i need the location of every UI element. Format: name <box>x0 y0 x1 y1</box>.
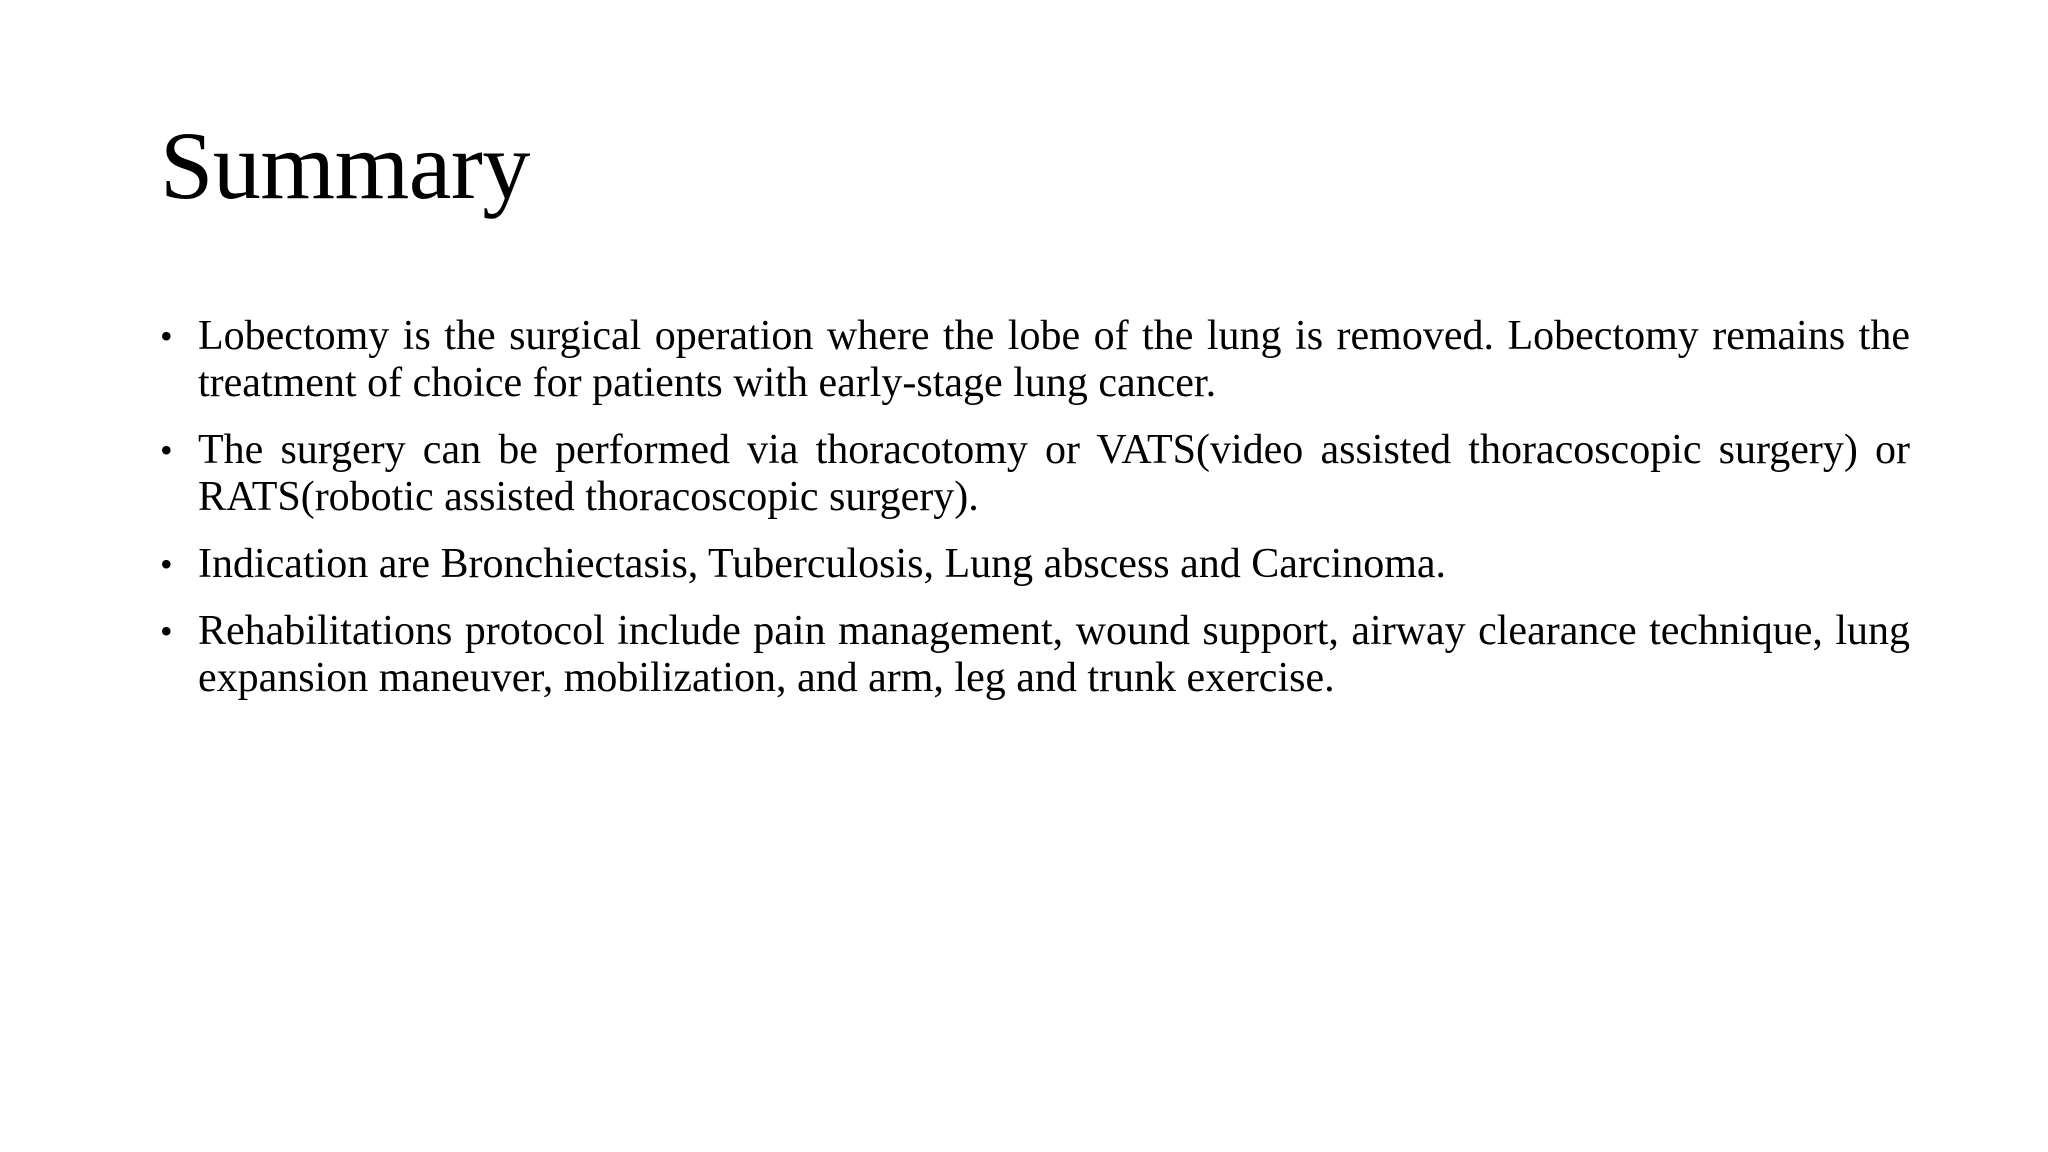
bullet-item-rehabilitation <box>160 608 1910 702</box>
bullet-item-surgery-approach <box>160 427 1910 521</box>
bullet-item-indications <box>160 541 1910 588</box>
bullet-text: Rehabilitations protocol include pain management, wound support, airway clearance technique, lung expansion maneuver, mobilization, and arm, leg and trunk exercise. <box>198 608 1910 701</box>
bullet-text: The surgery can be performed via thoracotomy or VATS(video assisted thoracoscopic surgery) or RATS(robotic assisted thoracoscopic surgery). <box>198 427 1910 520</box>
slide-title: Summary <box>160 112 530 219</box>
bullet-dot-icon: • <box>160 544 173 584</box>
bullet-dot-icon: • <box>160 316 173 356</box>
bullet-dot-icon: • <box>160 430 173 470</box>
bullet-text: Lobectomy is the surgical operation where the lobe of the lung is removed. Lobectomy remains the treatment of choice for patients with early-stage lung cancer. <box>198 313 1910 406</box>
bullet-list <box>160 313 1910 722</box>
bullet-item-lobectomy <box>160 313 1910 407</box>
bullet-dot-icon: • <box>160 611 173 651</box>
bullet-text: Indication are Bronchiectasis, Tuberculosis, Lung abscess and Carcinoma. <box>198 541 1447 587</box>
